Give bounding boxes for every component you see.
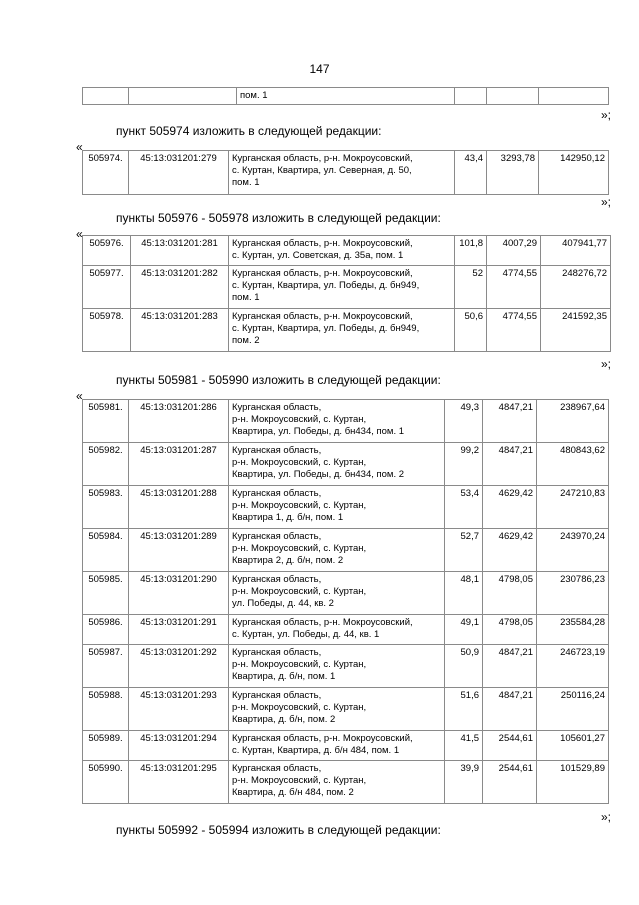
- closing-quote: »;: [600, 195, 611, 209]
- cell-cadastral: 45:13:031201:291: [129, 615, 229, 645]
- cell-rate: 2544,61: [483, 731, 537, 761]
- cell-address: пом. 1: [237, 88, 455, 105]
- cell-address: [229, 529, 445, 572]
- cell-rate: 4629,42: [483, 486, 537, 529]
- cell-cadastral: 45:13:031201:293: [129, 688, 229, 731]
- table-row: [83, 443, 609, 486]
- cell-rate: 4774,55: [487, 266, 541, 309]
- cell-address: [229, 309, 455, 352]
- cell-cadastral: 45:13:031201:279: [129, 151, 229, 195]
- table-row: [83, 529, 609, 572]
- cell-number: 505985.: [83, 572, 129, 615]
- cell-total: 246723,19: [537, 645, 609, 688]
- cell-area: 52,7: [445, 529, 483, 572]
- closing-quote: »;: [600, 108, 611, 122]
- table-row: [83, 688, 609, 731]
- address-line: р-н. Мокроусовский, с. Куртан,: [232, 702, 367, 713]
- cell-total: [539, 88, 609, 105]
- address-line: Курганская область, р-н. Мокроусовский,: [232, 268, 413, 279]
- cell-total: 101529,89: [537, 761, 609, 804]
- cell-number: 505984.: [83, 529, 129, 572]
- opening-quote: «: [76, 140, 83, 154]
- cell-number: 505986.: [83, 615, 129, 645]
- cell-total: 241592,35: [541, 309, 611, 352]
- cell-total: 230786,23: [537, 572, 609, 615]
- cell-number: 505974.: [83, 151, 129, 195]
- cell-total: 243970,24: [537, 529, 609, 572]
- cell-rate: 4847,21: [483, 400, 537, 443]
- table-row: [83, 572, 609, 615]
- cell-number: 505989.: [83, 731, 129, 761]
- continuation-table: [82, 87, 609, 105]
- address-line: Курганская область, р-н. Мокроусовский,: [232, 733, 413, 744]
- address-line: р-н. Мокроусовский, с. Куртан,: [232, 414, 367, 425]
- address-line: Курганская область,: [232, 763, 322, 774]
- cell-number: [83, 88, 129, 105]
- cell-number: 505988.: [83, 688, 129, 731]
- table-row: [83, 236, 611, 266]
- address-line: с. Куртан, ул. Победы, д. 44, кв. 1: [232, 629, 380, 640]
- opening-quote: «: [76, 389, 83, 403]
- cell-area: 50,9: [445, 645, 483, 688]
- address-line: р-н. Мокроусовский, с. Куртан,: [232, 543, 367, 554]
- section-heading: пункты 505992 - 505994 изложить в следующей редакции:: [116, 823, 441, 837]
- address-line: р-н. Мокроусовский, с. Куртан,: [232, 775, 367, 786]
- address-line: с. Куртан, Квартира, ул. Северная, д. 50,: [232, 165, 412, 176]
- cell-address: [229, 731, 445, 761]
- cell-address: [229, 688, 445, 731]
- cell-number: 505977.: [83, 266, 131, 309]
- cell-area: 48,1: [445, 572, 483, 615]
- address-line: с. Куртан, Квартира, ул. Победы, д. бн949,: [232, 280, 420, 291]
- address-line: Квартира, ул. Победы, д. бн434, пом. 1: [232, 426, 405, 437]
- cell-address: [229, 443, 445, 486]
- cell-cadastral: 45:13:031201:295: [129, 761, 229, 804]
- address-line: Квартира, д. б/н 484, пом. 2: [232, 787, 354, 798]
- table-row: [83, 88, 609, 105]
- address-line: Квартира 2, д. б/н, пом. 2: [232, 555, 344, 566]
- address-line: Курганская область, р-н. Мокроусовский,: [232, 311, 413, 322]
- cell-address: [229, 486, 445, 529]
- cell-number: 505990.: [83, 761, 129, 804]
- address-line: Курганская область,: [232, 690, 322, 701]
- table-row: [83, 400, 609, 443]
- cell-area: 101,8: [455, 236, 487, 266]
- cell-number: 505982.: [83, 443, 129, 486]
- address-line: Курганская область,: [232, 488, 322, 499]
- table-row: [83, 151, 609, 195]
- address-line: Квартира 1, д. б/н, пом. 1: [232, 512, 344, 523]
- page-number: 147: [309, 62, 330, 76]
- property-table: [82, 235, 611, 352]
- address-line: пом. 1: [232, 292, 260, 303]
- cell-rate: 2544,61: [483, 761, 537, 804]
- cell-total: 480843,62: [537, 443, 609, 486]
- address-line: Квартира, д. б/н, пом. 2: [232, 714, 336, 725]
- cell-cadastral: 45:13:031201:281: [131, 236, 229, 266]
- cell-total: 105601,27: [537, 731, 609, 761]
- closing-quote: »;: [600, 810, 611, 824]
- cell-number: 505983.: [83, 486, 129, 529]
- cell-area: 52: [455, 266, 487, 309]
- cell-cadastral: 45:13:031201:288: [129, 486, 229, 529]
- cell-rate: 4629,42: [483, 529, 537, 572]
- cell-rate: 3293,78: [487, 151, 539, 195]
- cell-address: [229, 236, 455, 266]
- cell-cadastral: 45:13:031201:283: [131, 309, 229, 352]
- cell-total: 250116,24: [537, 688, 609, 731]
- address-line: р-н. Мокроусовский, с. Куртан,: [232, 457, 367, 468]
- address-line: Квартира, ул. Победы, д. бн434, пом. 2: [232, 469, 405, 480]
- cell-cadastral: [129, 88, 237, 105]
- address-line: с. Куртан, ул. Советская, д. 35а, пом. 1: [232, 250, 404, 261]
- address-line: Курганская область, р-н. Мокроусовский,: [232, 238, 413, 249]
- cell-total: 142950,12: [539, 151, 609, 195]
- section-heading: пункты 505981 - 505990 изложить в следующей редакции:: [116, 373, 441, 387]
- address-line: р-н. Мокроусовский, с. Куртан,: [232, 586, 367, 597]
- cell-area: 43,4: [455, 151, 487, 195]
- address-line: Курганская область,: [232, 445, 322, 456]
- cell-total: 235584,28: [537, 615, 609, 645]
- property-table: [82, 150, 609, 195]
- section-heading: пункт 505974 изложить в следующей редакции:: [116, 124, 382, 138]
- address-line: Курганская область,: [232, 531, 322, 542]
- cell-number: 505987.: [83, 645, 129, 688]
- table-row: [83, 615, 609, 645]
- table-row: [83, 761, 609, 804]
- cell-area: 51,6: [445, 688, 483, 731]
- cell-rate: 4847,21: [483, 688, 537, 731]
- address-line: р-н. Мокроусовский, с. Куртан,: [232, 500, 367, 511]
- cell-number: 505981.: [83, 400, 129, 443]
- address-line: р-н. Мокроусовский, с. Куртан,: [232, 659, 367, 670]
- closing-quote: »;: [600, 357, 611, 371]
- cell-address: [229, 572, 445, 615]
- property-table: [82, 399, 609, 804]
- cell-rate: [487, 88, 539, 105]
- address-line: Курганская область,: [232, 574, 322, 585]
- table-row: [83, 645, 609, 688]
- cell-cadastral: 45:13:031201:290: [129, 572, 229, 615]
- cell-cadastral: 45:13:031201:294: [129, 731, 229, 761]
- cell-rate: 4774,55: [487, 309, 541, 352]
- cell-address: [229, 151, 455, 195]
- cell-total: 247210,83: [537, 486, 609, 529]
- cell-address: [229, 615, 445, 645]
- table-row: [83, 309, 611, 352]
- cell-address: [229, 645, 445, 688]
- cell-rate: 4847,21: [483, 645, 537, 688]
- table-row: [83, 486, 609, 529]
- cell-number: 505976.: [83, 236, 131, 266]
- opening-quote: «: [76, 227, 83, 241]
- address-line: ул. Победы, д. 44, кв. 2: [232, 598, 334, 609]
- cell-address: [229, 761, 445, 804]
- cell-rate: 4798,05: [483, 615, 537, 645]
- cell-cadastral: 45:13:031201:286: [129, 400, 229, 443]
- address-line: Курганская область,: [232, 402, 322, 413]
- table-row: [83, 731, 609, 761]
- address-line: пом. 1: [232, 177, 260, 188]
- address-line: пом. 2: [232, 335, 260, 346]
- cell-rate: 4798,05: [483, 572, 537, 615]
- address-line: Курганская область, р-н. Мокроусовский,: [232, 617, 413, 628]
- cell-total: 407941,77: [541, 236, 611, 266]
- cell-area: 50,6: [455, 309, 487, 352]
- cell-cadastral: 45:13:031201:282: [131, 266, 229, 309]
- table-row: [83, 266, 611, 309]
- cell-area: 53,4: [445, 486, 483, 529]
- cell-area: 49,1: [445, 615, 483, 645]
- cell-area: 41,5: [445, 731, 483, 761]
- section-heading: пункты 505976 - 505978 изложить в следующей редакции:: [116, 211, 441, 225]
- address-line: Курганская область, р-н. Мокроусовский,: [232, 153, 413, 164]
- address-line: Квартира, д. б/н, пом. 1: [232, 671, 336, 682]
- cell-area: 99,2: [445, 443, 483, 486]
- cell-area: 49,3: [445, 400, 483, 443]
- cell-number: 505978.: [83, 309, 131, 352]
- cell-rate: 4847,21: [483, 443, 537, 486]
- address-line: с. Куртан, Квартира, д. б/н 484, пом. 1: [232, 745, 400, 756]
- cell-cadastral: 45:13:031201:292: [129, 645, 229, 688]
- address-line: с. Куртан, Квартира, ул. Победы, д. бн949,: [232, 323, 420, 334]
- address-line: Курганская область,: [232, 647, 322, 658]
- cell-total: 238967,64: [537, 400, 609, 443]
- cell-rate: 4007,29: [487, 236, 541, 266]
- cell-address: [229, 400, 445, 443]
- cell-address: [229, 266, 455, 309]
- cell-area: [455, 88, 487, 105]
- cell-cadastral: 45:13:031201:289: [129, 529, 229, 572]
- cell-area: 39,9: [445, 761, 483, 804]
- cell-total: 248276,72: [541, 266, 611, 309]
- cell-cadastral: 45:13:031201:287: [129, 443, 229, 486]
